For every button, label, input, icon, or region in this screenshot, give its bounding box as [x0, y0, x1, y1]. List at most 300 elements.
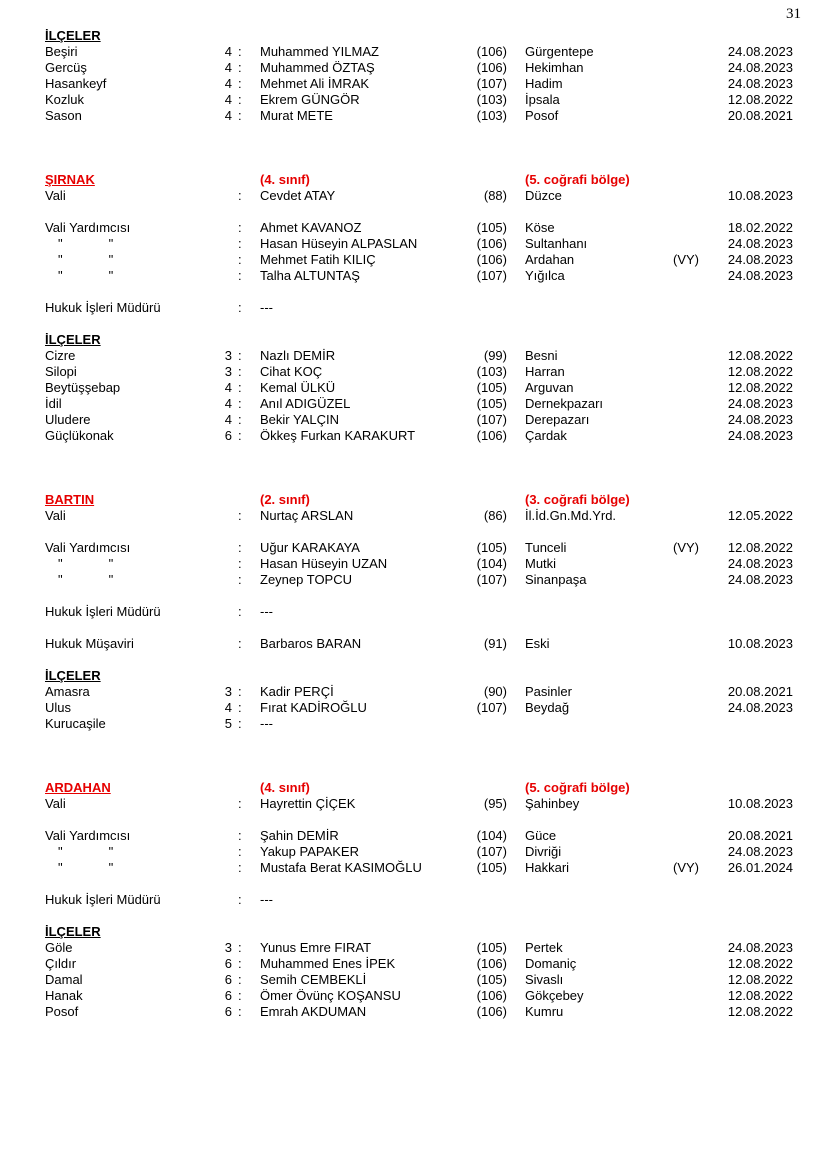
appointment-date: 12.08.2022: [727, 988, 793, 1003]
districts-header: İLÇELER: [45, 924, 101, 939]
class-number: 4: [224, 380, 232, 395]
appointment-date: 12.08.2022: [727, 972, 793, 987]
districts-header: İLÇELER: [45, 668, 101, 683]
previous-post: Pertek: [525, 940, 563, 955]
vy-empty: [673, 92, 722, 108]
appointment-date: 12.08.2022: [727, 364, 793, 379]
colon-separator: :: [238, 956, 242, 971]
official-name: Kadir PERÇİ: [260, 684, 334, 699]
district-name: İdil: [45, 396, 62, 411]
officials-group: [45, 636, 793, 652]
registry-number: (105): [476, 972, 507, 987]
officials-group: [45, 188, 793, 204]
role-label: Vali: [45, 188, 66, 203]
official-row: [45, 508, 793, 524]
appointment-date: 12.08.2022: [727, 1004, 793, 1019]
role-label: Hukuk İşleri Müdürü: [45, 604, 161, 619]
district-name: Posof: [45, 1004, 79, 1019]
ditto-mark: ": [58, 572, 63, 587]
districts-section: [45, 668, 793, 732]
province-region: (5. coğrafi bölge): [525, 780, 630, 795]
registry-number: (105): [476, 940, 507, 955]
document-content: [45, 28, 793, 1020]
appointment-date: 24.08.2023: [727, 428, 793, 443]
official-row: [45, 300, 793, 316]
vy-empty: [673, 108, 722, 124]
vy-empty: [673, 572, 722, 588]
official-row: [45, 572, 793, 588]
official-row: [45, 540, 793, 556]
vy-badge: (VY): [673, 860, 699, 875]
previous-post: Sivaslı: [525, 972, 564, 987]
province-name: ARDAHAN: [45, 780, 111, 795]
district-name: Sason: [45, 108, 82, 123]
class-number: 6: [224, 1004, 232, 1019]
appointment-date: 24.08.2023: [727, 700, 793, 715]
vy-empty: [673, 508, 722, 524]
previous-post: Derepazarı: [525, 412, 590, 427]
empty-value: ---: [260, 892, 273, 907]
role-label: Vali Yardımcısı: [45, 540, 131, 555]
class-number-empty: [222, 556, 232, 572]
registry-number: (105): [476, 220, 507, 235]
previous-post: Domaniç: [525, 956, 577, 971]
appointment-date-empty: [722, 716, 793, 732]
district-row: [45, 716, 793, 732]
official-row: [45, 844, 793, 860]
previous-post-empty: [507, 604, 673, 620]
appointment-date-empty: [722, 300, 793, 316]
appointment-date: 24.08.2023: [727, 252, 793, 267]
appointment-date: 24.08.2023: [727, 396, 793, 411]
vy-empty: [673, 796, 722, 812]
official-name: Semih CEMBEKLİ: [260, 972, 367, 987]
registry-number: (107): [476, 700, 507, 715]
colon-separator: :: [238, 716, 242, 731]
district-name: Hanak: [45, 988, 83, 1003]
ditto-mark: ": [58, 556, 63, 571]
official-name: Uğur KARAKAYA: [260, 540, 360, 555]
ditto-mark: ": [108, 572, 114, 587]
colon-separator: :: [238, 92, 242, 107]
official-name: Talha ALTUNTAŞ: [260, 268, 360, 283]
colon-separator: :: [238, 108, 242, 123]
appointment-date: 12.08.2022: [727, 380, 793, 395]
district-row: [45, 44, 793, 60]
vy-empty: [673, 76, 722, 92]
previous-post: Şahinbey: [525, 796, 580, 811]
official-name: Ekrem GÜNGÖR: [260, 92, 360, 107]
official-name: Cevdet ATAY: [260, 188, 336, 203]
district-name: Güçlükonak: [45, 428, 114, 443]
class-number-empty: [222, 572, 232, 588]
colon-separator: :: [238, 60, 242, 75]
vy-empty: [673, 268, 722, 284]
class-number-empty: [222, 860, 232, 876]
appointment-date: 20.08.2021: [727, 828, 793, 843]
class-number-empty: [222, 220, 232, 236]
district-name: Beşiri: [45, 44, 78, 59]
ditto-marks: [45, 268, 222, 284]
official-name: Ahmet KAVANOZ: [260, 220, 362, 235]
district-name: Kurucaşile: [45, 716, 106, 731]
appointment-date: 24.08.2023: [727, 44, 793, 59]
province-section-ardahan: [45, 780, 793, 1020]
vy-empty: [673, 236, 722, 252]
appointment-date: 24.08.2023: [727, 844, 793, 859]
district-name: Hasankeyf: [45, 76, 107, 91]
colon-separator: :: [238, 636, 242, 651]
role-label: Vali: [45, 508, 66, 523]
district-name: Kozluk: [45, 92, 85, 107]
previous-post: Düzce: [525, 188, 562, 203]
class-number: 4: [224, 92, 232, 107]
empty-value: ---: [260, 604, 273, 619]
vy-empty: [673, 396, 722, 412]
colon-separator: :: [238, 540, 242, 555]
district-row: [45, 364, 793, 380]
previous-post: Besni: [525, 348, 558, 363]
vy-empty: [673, 300, 722, 316]
province-section-irnak: [45, 172, 793, 444]
registry-number: (95): [483, 796, 507, 811]
registry-number: (107): [476, 572, 507, 587]
ditto-mark: ": [58, 236, 63, 251]
registry-number: (103): [476, 92, 507, 107]
vy-empty: [673, 412, 722, 428]
colon-separator: :: [238, 860, 242, 875]
vy-empty: [673, 892, 722, 908]
appointment-date-empty: [722, 892, 793, 908]
districts-section: [45, 28, 793, 124]
ditto-mark: ": [58, 844, 63, 859]
official-name: Fırat KADİROĞLU: [260, 700, 367, 715]
official-row: [45, 268, 793, 284]
district-row: [45, 1004, 793, 1020]
ditto-marks: [45, 236, 222, 252]
official-name: Murat METE: [260, 108, 333, 123]
official-name: Ömer Övünç KOŞANSU: [260, 988, 401, 1003]
registry-number: (106): [476, 252, 507, 267]
district-row: [45, 60, 793, 76]
previous-post: Hekimhan: [525, 60, 584, 75]
class-number-empty: [222, 796, 232, 812]
registry-number: (104): [476, 556, 507, 571]
district-row: [45, 76, 793, 92]
appointment-date: 24.08.2023: [727, 940, 793, 955]
vy-empty: [673, 1004, 722, 1020]
registry-number: (105): [476, 860, 507, 875]
page-number: 31: [786, 6, 801, 22]
colon-separator: :: [238, 508, 242, 523]
official-name: Mehmet Ali İMRAK: [260, 76, 370, 91]
official-name: Bekir YALÇIN: [260, 412, 339, 427]
colon-separator: :: [238, 940, 242, 955]
district-row: [45, 396, 793, 412]
registry-number: (106): [476, 988, 507, 1003]
class-number-empty: [222, 540, 232, 556]
province-class: (2. sınıf): [260, 492, 310, 507]
previous-post: Divriği: [525, 844, 562, 859]
previous-post: Hadim: [525, 76, 563, 91]
registry-number: (103): [476, 364, 507, 379]
previous-post: Eski: [525, 636, 550, 651]
vy-empty: [673, 348, 722, 364]
ditto-mark: ": [108, 268, 114, 283]
class-number: 3: [224, 940, 232, 955]
district-name: Amasra: [45, 684, 90, 699]
colon-separator: :: [238, 892, 242, 907]
colon-separator: :: [238, 556, 242, 571]
ditto-marks: [45, 252, 222, 268]
official-name: Zeynep TOPCU: [260, 572, 353, 587]
district-row: [45, 684, 793, 700]
colon-separator: :: [238, 828, 242, 843]
appointment-date: 24.08.2023: [727, 236, 793, 251]
role-label: Hukuk İşleri Müdürü: [45, 300, 161, 315]
officials-group: [45, 796, 793, 812]
official-name: Hayrettin ÇİÇEK: [260, 796, 356, 811]
vy-empty: [673, 380, 722, 396]
district-name: Göle: [45, 940, 73, 955]
ditto-mark: ": [58, 268, 63, 283]
previous-post: Dernekpazarı: [525, 396, 604, 411]
class-number-empty: [222, 892, 232, 908]
vy-empty: [673, 940, 722, 956]
official-name: Hasan Hüseyin ALPASLAN: [260, 236, 418, 251]
district-name: Silopi: [45, 364, 77, 379]
role-label: Vali Yardımcısı: [45, 828, 131, 843]
previous-post: Hakkari: [525, 860, 570, 875]
registry-number-empty: [475, 716, 507, 732]
class-number: 4: [224, 44, 232, 59]
colon-separator: :: [238, 988, 242, 1003]
vy-empty: [673, 220, 722, 236]
province-name: ŞIRNAK: [45, 172, 95, 187]
districts-section: [45, 332, 793, 444]
previous-post: Sinanpaşa: [525, 572, 587, 587]
class-number: 4: [224, 396, 232, 411]
district-row: [45, 412, 793, 428]
province-name: BARTIN: [45, 492, 95, 507]
colon-separator: :: [238, 348, 242, 363]
district-row: [45, 940, 793, 956]
registry-number: (107): [476, 412, 507, 427]
official-row: [45, 556, 793, 572]
previous-post: Gürgentepe: [525, 44, 594, 59]
official-name: Şahin DEMİR: [260, 828, 339, 843]
colon-separator: :: [238, 188, 242, 203]
previous-post: Mutki: [525, 556, 557, 571]
province-header-row: [45, 172, 793, 188]
official-row: [45, 604, 793, 620]
previous-post: İl.İd.Gn.Md.Yrd.: [525, 508, 617, 523]
officials-group: [45, 540, 793, 588]
previous-post: Kumru: [525, 1004, 564, 1019]
role-label: Vali: [45, 796, 66, 811]
appointment-date: 12.08.2022: [727, 540, 793, 555]
class-number: 4: [224, 412, 232, 427]
colon-separator: :: [238, 268, 242, 283]
ditto-mark: ": [108, 844, 114, 859]
vy-empty: [673, 60, 722, 76]
vy-empty: [673, 716, 722, 732]
vy-badge: (VY): [673, 252, 699, 267]
district-row: [45, 108, 793, 124]
province-class: (4. sınıf): [260, 780, 310, 795]
officials-group: [45, 828, 793, 876]
vy-empty: [673, 988, 722, 1004]
appointment-date: 24.08.2023: [727, 60, 793, 75]
registry-number: (107): [476, 268, 507, 283]
ditto-mark: ": [58, 860, 63, 875]
appointment-date: 10.08.2023: [727, 188, 793, 203]
official-name: Anıl ADIGÜZEL: [260, 396, 351, 411]
class-number-empty: [222, 636, 232, 652]
vy-badge: (VY): [673, 540, 699, 555]
role-label: Hukuk İşleri Müdürü: [45, 892, 161, 907]
vy-empty: [673, 44, 722, 60]
colon-separator: :: [238, 380, 242, 395]
district-row: [45, 700, 793, 716]
class-number: 6: [224, 972, 232, 987]
district-row: [45, 988, 793, 1004]
district-name: Ulus: [45, 700, 72, 715]
colon-separator: :: [238, 220, 242, 235]
previous-post: Ardahan: [525, 252, 575, 267]
previous-post-empty: [507, 300, 673, 316]
district-row: [45, 380, 793, 396]
districts-header: İLÇELER: [45, 332, 101, 347]
colon-separator: :: [238, 572, 242, 587]
class-number: 5: [224, 716, 232, 731]
district-row: [45, 972, 793, 988]
colon-separator: :: [238, 300, 242, 315]
previous-post: Gökçebey: [525, 988, 584, 1003]
previous-post-empty: [507, 892, 673, 908]
registry-number-empty: [475, 604, 507, 620]
appointment-date: 10.08.2023: [727, 636, 793, 651]
previous-post: İpsala: [525, 92, 560, 107]
officials-group: [45, 508, 793, 524]
registry-number: (106): [476, 236, 507, 251]
vy-empty: [673, 684, 722, 700]
appointment-date: 18.02.2022: [727, 220, 793, 235]
ditto-mark: ": [108, 252, 114, 267]
province-region: (5. coğrafi bölge): [525, 172, 630, 187]
ditto-mark: ": [108, 556, 114, 571]
class-number-empty: [222, 236, 232, 252]
appointment-date: 12.08.2022: [727, 348, 793, 363]
official-row: [45, 828, 793, 844]
officials-group: [45, 604, 793, 620]
appointment-date: 10.08.2023: [727, 796, 793, 811]
colon-separator: :: [238, 1004, 242, 1019]
vy-empty: [673, 636, 722, 652]
class-number-empty: [222, 508, 232, 524]
registry-number: (86): [483, 508, 507, 523]
class-number: 6: [224, 956, 232, 971]
district-row: [45, 428, 793, 444]
class-number-empty: [222, 604, 232, 620]
previous-post-empty: [507, 716, 673, 732]
colon-separator: :: [238, 364, 242, 379]
previous-post: Pasinler: [525, 684, 572, 699]
empty-value: ---: [260, 300, 273, 315]
official-row: [45, 636, 793, 652]
ditto-mark: ": [108, 236, 114, 251]
colon-separator: :: [238, 796, 242, 811]
class-number: 4: [224, 700, 232, 715]
districts-header: İLÇELER: [45, 28, 101, 43]
class-number: 6: [224, 428, 232, 443]
appointment-date: 12.08.2022: [727, 92, 793, 107]
province-class: (4. sınıf): [260, 172, 310, 187]
empty-value: ---: [260, 716, 273, 731]
appointment-date: 20.08.2021: [727, 684, 793, 699]
class-number-empty: [222, 300, 232, 316]
official-name: Muhammed YILMAZ: [260, 44, 379, 59]
appointment-date: 24.08.2023: [727, 268, 793, 283]
appointment-date: 24.08.2023: [727, 556, 793, 571]
role-label: Hukuk Müşaviri: [45, 636, 134, 651]
appointment-date-empty: [722, 604, 793, 620]
province-region: (3. coğrafi bölge): [525, 492, 630, 507]
appointment-date: 12.08.2022: [727, 956, 793, 971]
class-number: 6: [224, 988, 232, 1003]
official-name: Nurtaç ARSLAN: [260, 508, 354, 523]
class-number-empty: [222, 252, 232, 268]
official-name: Muhammed Enes İPEK: [260, 956, 396, 971]
district-name: Gercüş: [45, 60, 87, 75]
official-name: Kemal ÜLKÜ: [260, 380, 336, 395]
previous-post: Çardak: [525, 428, 567, 443]
registry-number: (106): [476, 428, 507, 443]
district-name: Uludere: [45, 412, 91, 427]
vy-empty: [673, 828, 722, 844]
appointment-date: 26.01.2024: [727, 860, 793, 875]
official-name: Mustafa Berat KASIMOĞLU: [260, 860, 422, 875]
registry-number: (91): [483, 636, 507, 651]
registry-number: (105): [476, 380, 507, 395]
vy-empty: [673, 428, 722, 444]
official-name: Emrah AKDUMAN: [260, 1004, 367, 1019]
colon-separator: :: [238, 76, 242, 91]
colon-separator: :: [238, 44, 242, 59]
registry-number: (104): [476, 828, 507, 843]
registry-number: (88): [483, 188, 507, 203]
previous-post: Sultanhanı: [525, 236, 588, 251]
previous-post: Harran: [525, 364, 565, 379]
district-row: [45, 92, 793, 108]
colon-separator: :: [238, 972, 242, 987]
districts-section: [45, 924, 793, 1020]
colon-separator: :: [238, 412, 242, 427]
class-number-empty: [222, 844, 232, 860]
registry-number-empty: [475, 300, 507, 316]
role-label: Vali Yardımcısı: [45, 220, 131, 235]
registry-number: (107): [476, 844, 507, 859]
registry-number: (90): [483, 684, 507, 699]
vy-empty: [673, 604, 722, 620]
officials-group: [45, 300, 793, 316]
province-header-row: [45, 492, 793, 508]
colon-separator: :: [238, 684, 242, 699]
colon-separator: :: [238, 604, 242, 619]
colon-separator: :: [238, 428, 242, 443]
colon-separator: :: [238, 396, 242, 411]
appointment-date: 24.08.2023: [727, 76, 793, 91]
